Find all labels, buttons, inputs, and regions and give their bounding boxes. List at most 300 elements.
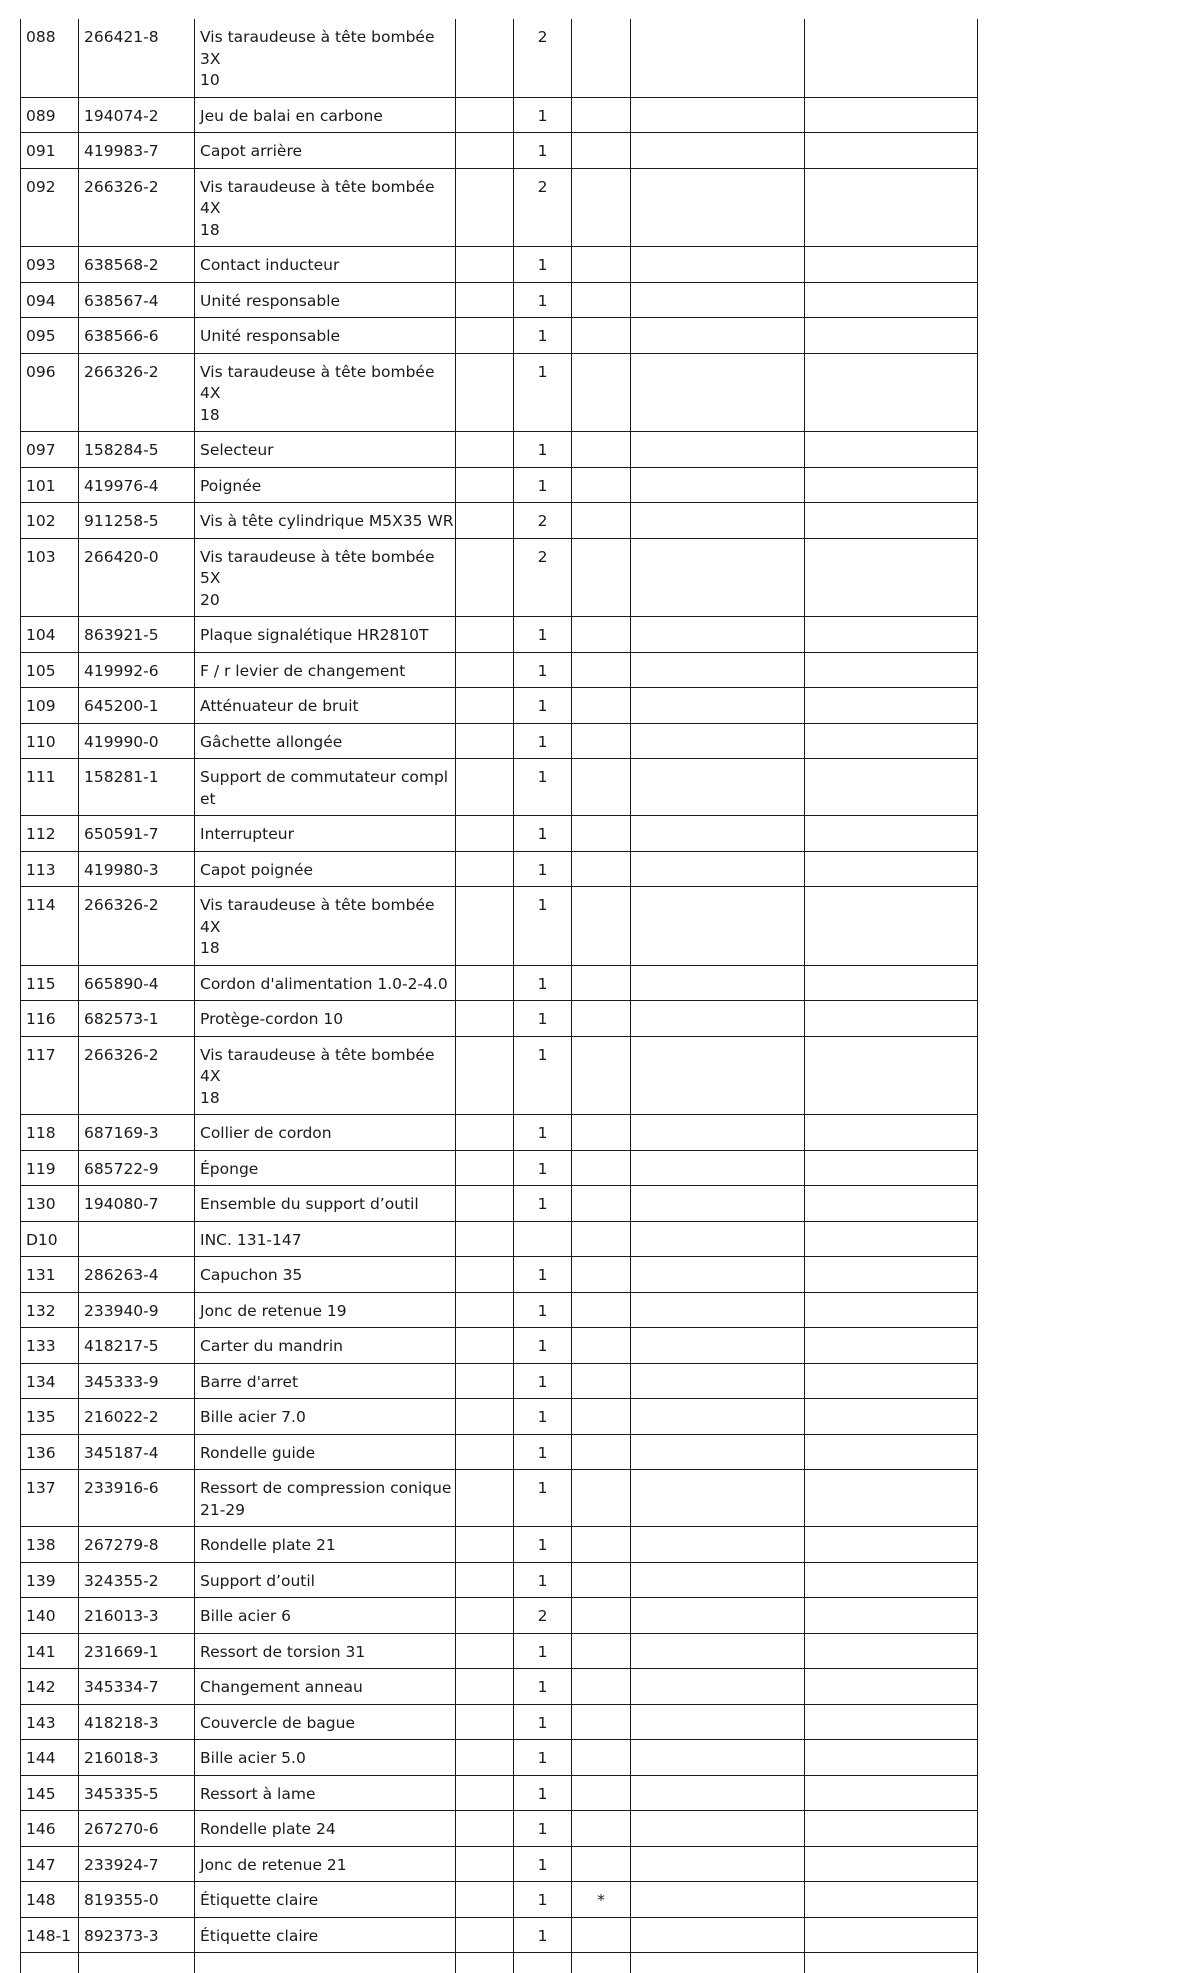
note-cell — [572, 1740, 631, 1776]
part-reference-cell: 911258-5 — [79, 503, 195, 539]
blank-cell — [631, 1633, 805, 1669]
blank-cell — [805, 1328, 978, 1364]
table-row-partial — [21, 1953, 978, 1973]
item-number-cell: 140 — [21, 1598, 79, 1634]
note-cell — [572, 353, 631, 432]
description-cell: Vis taraudeuse à tête bombée 3X 10 — [195, 19, 456, 97]
quantity-cell: 1 — [514, 432, 572, 468]
blank-cell — [456, 503, 514, 539]
blank-cell — [456, 1399, 514, 1435]
item-number-cell: 094 — [21, 282, 79, 318]
note-cell — [572, 1669, 631, 1705]
item-number-cell: 102 — [21, 503, 79, 539]
blank-cell — [631, 1399, 805, 1435]
table-row — [21, 1221, 978, 1257]
blank-cell — [805, 1434, 978, 1470]
table-row — [21, 503, 978, 539]
blank-cell — [456, 168, 514, 247]
quantity-cell: 1 — [514, 688, 572, 724]
blank-cell — [631, 353, 805, 432]
description-cell: Capot arrière — [195, 133, 456, 169]
description-cell: Protège-cordon 10 — [195, 1001, 456, 1037]
blank-cell — [631, 1150, 805, 1186]
note-cell — [572, 168, 631, 247]
blank-cell — [805, 1150, 978, 1186]
blank-cell — [456, 1562, 514, 1598]
note-cell — [572, 759, 631, 816]
blank-cell — [456, 1917, 514, 1953]
item-number-cell: 113 — [21, 851, 79, 887]
blank-cell — [805, 97, 978, 133]
item-number-cell: 145 — [21, 1775, 79, 1811]
quantity-cell: 1 — [514, 851, 572, 887]
item-number-cell: 089 — [21, 97, 79, 133]
blank-cell — [514, 1953, 572, 1973]
blank-cell — [631, 1470, 805, 1527]
quantity-cell: 1 — [514, 1633, 572, 1669]
note-cell — [572, 1562, 631, 1598]
blank-cell — [631, 1115, 805, 1151]
blank-cell — [631, 1669, 805, 1705]
description-cell: Carter du mandrin — [195, 1328, 456, 1364]
part-reference-cell: 638567-4 — [79, 282, 195, 318]
item-number-cell: 109 — [21, 688, 79, 724]
blank-cell — [805, 816, 978, 852]
part-reference-cell: 419976-4 — [79, 467, 195, 503]
blank-cell — [631, 1953, 805, 1973]
blank-cell — [456, 1001, 514, 1037]
part-reference-cell: 685722-9 — [79, 1150, 195, 1186]
blank-cell — [805, 652, 978, 688]
description-cell: Rondelle plate 24 — [195, 1811, 456, 1847]
table-row — [21, 887, 978, 966]
description-cell: Barre d'arret — [195, 1363, 456, 1399]
note-cell — [572, 723, 631, 759]
description-cell: INC. 131-147 — [195, 1221, 456, 1257]
note-cell — [572, 282, 631, 318]
quantity-cell: 1 — [514, 759, 572, 816]
part-reference-cell: 194074-2 — [79, 97, 195, 133]
part-reference-cell: 158281-1 — [79, 759, 195, 816]
note-cell — [572, 816, 631, 852]
blank-cell — [805, 1257, 978, 1293]
note-cell — [572, 1399, 631, 1435]
description-cell: Jeu de balai en carbone — [195, 97, 456, 133]
table-row — [21, 1669, 978, 1705]
item-number-cell: 141 — [21, 1633, 79, 1669]
blank-cell — [805, 887, 978, 966]
blank-cell — [456, 652, 514, 688]
quantity-cell: 1 — [514, 318, 572, 354]
description-cell: Jonc de retenue 21 — [195, 1846, 456, 1882]
quantity-cell: 1 — [514, 353, 572, 432]
description-cell: Poignée — [195, 467, 456, 503]
blank-cell — [456, 1292, 514, 1328]
description-cell: Ressort à lame — [195, 1775, 456, 1811]
blank-cell — [456, 1328, 514, 1364]
part-reference-cell: 638568-2 — [79, 247, 195, 283]
note-cell — [572, 467, 631, 503]
note-cell — [572, 688, 631, 724]
blank-cell — [631, 1775, 805, 1811]
table-row — [21, 97, 978, 133]
item-number-cell: 103 — [21, 538, 79, 617]
description-cell: Bille acier 7.0 — [195, 1399, 456, 1435]
note-cell — [572, 318, 631, 354]
blank-cell — [21, 1953, 79, 1973]
note-cell — [572, 1221, 631, 1257]
blank-cell — [805, 1470, 978, 1527]
note-cell — [572, 617, 631, 653]
item-number-cell: 134 — [21, 1363, 79, 1399]
description-cell: Unité responsable — [195, 282, 456, 318]
part-reference-cell: 233924-7 — [79, 1846, 195, 1882]
description-cell: Étiquette claire — [195, 1917, 456, 1953]
blank-cell — [631, 1846, 805, 1882]
item-number-cell: 101 — [21, 467, 79, 503]
part-reference-cell: 324355-2 — [79, 1562, 195, 1598]
blank-cell — [805, 1953, 978, 1973]
blank-cell — [631, 1186, 805, 1222]
table-row — [21, 723, 978, 759]
table-row — [21, 282, 978, 318]
description-cell: F / r levier de changement — [195, 652, 456, 688]
quantity-cell: 2 — [514, 503, 572, 539]
blank-cell — [456, 1527, 514, 1563]
blank-cell — [456, 97, 514, 133]
blank-cell — [805, 19, 978, 97]
description-cell: Atténuateur de bruit — [195, 688, 456, 724]
quantity-cell: 1 — [514, 1740, 572, 1776]
item-number-cell: 114 — [21, 887, 79, 966]
blank-cell — [631, 652, 805, 688]
quantity-cell: 1 — [514, 1001, 572, 1037]
item-number-cell: 116 — [21, 1001, 79, 1037]
note-cell — [572, 1036, 631, 1115]
blank-cell — [631, 538, 805, 617]
blank-cell — [456, 723, 514, 759]
note-cell — [572, 19, 631, 97]
quantity-cell: 2 — [514, 168, 572, 247]
description-cell: Selecteur — [195, 432, 456, 468]
part-reference-cell: 863921-5 — [79, 617, 195, 653]
blank-cell — [805, 353, 978, 432]
quantity-cell: 1 — [514, 1669, 572, 1705]
table-row — [21, 1740, 978, 1776]
item-number-cell: 142 — [21, 1669, 79, 1705]
item-number-cell: 131 — [21, 1257, 79, 1293]
table-row — [21, 1328, 978, 1364]
quantity-cell: 1 — [514, 467, 572, 503]
note-cell — [572, 1846, 631, 1882]
blank-cell — [631, 688, 805, 724]
table-row — [21, 353, 978, 432]
part-reference-cell: 267270-6 — [79, 1811, 195, 1847]
blank-cell — [805, 503, 978, 539]
blank-cell — [631, 1562, 805, 1598]
item-number-cell: 110 — [21, 723, 79, 759]
table-row — [21, 816, 978, 852]
item-number-cell: 091 — [21, 133, 79, 169]
quantity-cell: 1 — [514, 1846, 572, 1882]
table-row — [21, 652, 978, 688]
blank-cell — [805, 1704, 978, 1740]
quantity-cell: 1 — [514, 816, 572, 852]
description-cell: Gâchette allongée — [195, 723, 456, 759]
item-number-cell: 138 — [21, 1527, 79, 1563]
note-cell — [572, 887, 631, 966]
part-reference-cell: 345333-9 — [79, 1363, 195, 1399]
parts-list-table — [20, 19, 978, 1973]
blank-cell — [805, 538, 978, 617]
blank-cell — [456, 688, 514, 724]
table-row — [21, 759, 978, 816]
blank-cell — [805, 1363, 978, 1399]
blank-cell — [631, 1434, 805, 1470]
blank-cell — [631, 133, 805, 169]
part-reference-cell: 286263-4 — [79, 1257, 195, 1293]
description-cell: Changement anneau — [195, 1669, 456, 1705]
note-cell — [572, 538, 631, 617]
item-number-cell: 117 — [21, 1036, 79, 1115]
quantity-cell: 1 — [514, 723, 572, 759]
blank-cell — [631, 1328, 805, 1364]
quantity-cell: 1 — [514, 1363, 572, 1399]
blank-cell — [456, 1186, 514, 1222]
parts-list-body — [21, 19, 978, 1973]
blank-cell — [631, 1740, 805, 1776]
part-reference-cell: 216018-3 — [79, 1740, 195, 1776]
part-reference-cell: 158284-5 — [79, 432, 195, 468]
item-number-cell: 112 — [21, 816, 79, 852]
quantity-cell: 1 — [514, 1562, 572, 1598]
description-cell: Étiquette claire — [195, 1882, 456, 1918]
table-row — [21, 617, 978, 653]
blank-cell — [631, 503, 805, 539]
table-row — [21, 1150, 978, 1186]
blank-cell — [805, 1399, 978, 1435]
table-row — [21, 318, 978, 354]
table-row — [21, 1775, 978, 1811]
quantity-cell: 1 — [514, 1775, 572, 1811]
table-row — [21, 247, 978, 283]
note-cell — [572, 97, 631, 133]
blank-cell — [456, 759, 514, 816]
quantity-cell: 1 — [514, 1115, 572, 1151]
item-number-cell: 105 — [21, 652, 79, 688]
description-cell: Vis taraudeuse à tête bombée 4X 18 — [195, 887, 456, 966]
table-row — [21, 1470, 978, 1527]
part-reference-cell: 638566-6 — [79, 318, 195, 354]
quantity-cell: 1 — [514, 247, 572, 283]
blank-cell — [805, 1221, 978, 1257]
description-cell: Couvercle de bague — [195, 1704, 456, 1740]
item-number-cell: 119 — [21, 1150, 79, 1186]
note-cell — [572, 1150, 631, 1186]
item-number-cell: 135 — [21, 1399, 79, 1435]
part-reference-cell — [79, 1221, 195, 1257]
note-cell — [572, 1328, 631, 1364]
blank-cell — [631, 1363, 805, 1399]
quantity-cell: 2 — [514, 1598, 572, 1634]
item-number-cell: 093 — [21, 247, 79, 283]
description-cell: Éponge — [195, 1150, 456, 1186]
description-cell: Vis taraudeuse à tête bombée 4X 18 — [195, 1036, 456, 1115]
blank-cell — [805, 1001, 978, 1037]
blank-cell — [805, 1669, 978, 1705]
table-row — [21, 1363, 978, 1399]
blank-cell — [631, 1882, 805, 1918]
note-cell — [572, 247, 631, 283]
blank-cell — [631, 759, 805, 816]
description-cell: Cordon d'alimentation 1.0-2-4.0 — [195, 965, 456, 1001]
part-reference-cell: 419980-3 — [79, 851, 195, 887]
blank-cell — [456, 1434, 514, 1470]
blank-cell — [805, 1292, 978, 1328]
table-row — [21, 1917, 978, 1953]
quantity-cell: 1 — [514, 1882, 572, 1918]
note-cell — [572, 1257, 631, 1293]
table-row — [21, 1811, 978, 1847]
blank-cell — [456, 1150, 514, 1186]
blank-cell — [456, 282, 514, 318]
quantity-cell: 2 — [514, 538, 572, 617]
description-cell: Vis taraudeuse à tête bombée 4X 18 — [195, 353, 456, 432]
part-reference-cell: 418217-5 — [79, 1328, 195, 1364]
table-row — [21, 432, 978, 468]
description-cell: Collier de cordon — [195, 1115, 456, 1151]
blank-cell — [456, 1669, 514, 1705]
quantity-cell: 1 — [514, 1399, 572, 1435]
table-row — [21, 1562, 978, 1598]
part-reference-cell: 687169-3 — [79, 1115, 195, 1151]
table-row — [21, 1434, 978, 1470]
part-reference-cell: 650591-7 — [79, 816, 195, 852]
item-number-cell: 088 — [21, 19, 79, 97]
blank-cell — [631, 247, 805, 283]
note-cell — [572, 133, 631, 169]
note-cell — [572, 1598, 631, 1634]
description-cell: Rondelle guide — [195, 1434, 456, 1470]
item-number-cell: 115 — [21, 965, 79, 1001]
blank-cell — [456, 467, 514, 503]
note-cell — [572, 503, 631, 539]
description-cell: Bille acier 6 — [195, 1598, 456, 1634]
blank-cell — [79, 1953, 195, 1973]
blank-cell — [631, 1292, 805, 1328]
blank-cell — [805, 1775, 978, 1811]
table-row — [21, 538, 978, 617]
blank-cell — [456, 1704, 514, 1740]
blank-cell — [805, 851, 978, 887]
item-number-cell: 130 — [21, 1186, 79, 1222]
description-cell: Plaque signalétique HR2810T — [195, 617, 456, 653]
part-reference-cell: 266326-2 — [79, 353, 195, 432]
part-reference-cell: 216022-2 — [79, 1399, 195, 1435]
item-number-cell: 132 — [21, 1292, 79, 1328]
table-row — [21, 1399, 978, 1435]
description-cell: Bille acier 5.0 — [195, 1740, 456, 1776]
quantity-cell: 1 — [514, 652, 572, 688]
table-row — [21, 965, 978, 1001]
description-cell: Interrupteur — [195, 816, 456, 852]
blank-cell — [805, 723, 978, 759]
blank-cell — [456, 1363, 514, 1399]
blank-cell — [631, 1221, 805, 1257]
quantity-cell: 1 — [514, 1811, 572, 1847]
quantity-cell: 1 — [514, 1292, 572, 1328]
blank-cell — [631, 1036, 805, 1115]
blank-cell — [805, 1527, 978, 1563]
note-cell: * — [572, 1882, 631, 1918]
quantity-cell: 2 — [514, 19, 572, 97]
quantity-cell: 1 — [514, 1704, 572, 1740]
table-row — [21, 19, 978, 97]
quantity-cell: 1 — [514, 1917, 572, 1953]
item-number-cell: 092 — [21, 168, 79, 247]
quantity-cell: 1 — [514, 282, 572, 318]
blank-cell — [631, 617, 805, 653]
table-row — [21, 1846, 978, 1882]
blank-cell — [456, 1633, 514, 1669]
blank-cell — [805, 1633, 978, 1669]
part-reference-cell: 266420-0 — [79, 538, 195, 617]
note-cell — [572, 1115, 631, 1151]
blank-cell — [805, 688, 978, 724]
blank-cell — [805, 168, 978, 247]
description-cell: Vis à tête cylindrique M5X35 WR — [195, 503, 456, 539]
item-number-cell: 139 — [21, 1562, 79, 1598]
blank-cell — [805, 1562, 978, 1598]
note-cell — [572, 965, 631, 1001]
table-row — [21, 1527, 978, 1563]
item-number-cell: 118 — [21, 1115, 79, 1151]
item-number-cell: 143 — [21, 1704, 79, 1740]
blank-cell — [456, 1775, 514, 1811]
table-row — [21, 1704, 978, 1740]
blank-cell — [805, 1598, 978, 1634]
part-reference-cell: 645200-1 — [79, 688, 195, 724]
description-cell: Capot poignée — [195, 851, 456, 887]
note-cell — [572, 1704, 631, 1740]
blank-cell — [805, 617, 978, 653]
blank-cell — [805, 1882, 978, 1918]
description-cell: Vis taraudeuse à tête bombée 4X 18 — [195, 168, 456, 247]
blank-cell — [456, 432, 514, 468]
note-cell — [572, 1292, 631, 1328]
blank-cell — [805, 1036, 978, 1115]
blank-cell — [805, 1846, 978, 1882]
note-cell — [572, 1811, 631, 1847]
part-reference-cell: 345334-7 — [79, 1669, 195, 1705]
item-number-cell: D10 — [21, 1221, 79, 1257]
description-cell: Contact inducteur — [195, 247, 456, 283]
part-reference-cell: 665890-4 — [79, 965, 195, 1001]
quantity-cell: 1 — [514, 965, 572, 1001]
part-reference-cell: 216013-3 — [79, 1598, 195, 1634]
note-cell — [572, 1633, 631, 1669]
blank-cell — [456, 617, 514, 653]
note-cell — [572, 1001, 631, 1037]
blank-cell — [456, 1846, 514, 1882]
description-cell: Unité responsable — [195, 318, 456, 354]
table-row — [21, 1036, 978, 1115]
blank-cell — [572, 1953, 631, 1973]
blank-cell — [805, 1917, 978, 1953]
table-row — [21, 168, 978, 247]
item-number-cell: 095 — [21, 318, 79, 354]
part-reference-cell: 345187-4 — [79, 1434, 195, 1470]
